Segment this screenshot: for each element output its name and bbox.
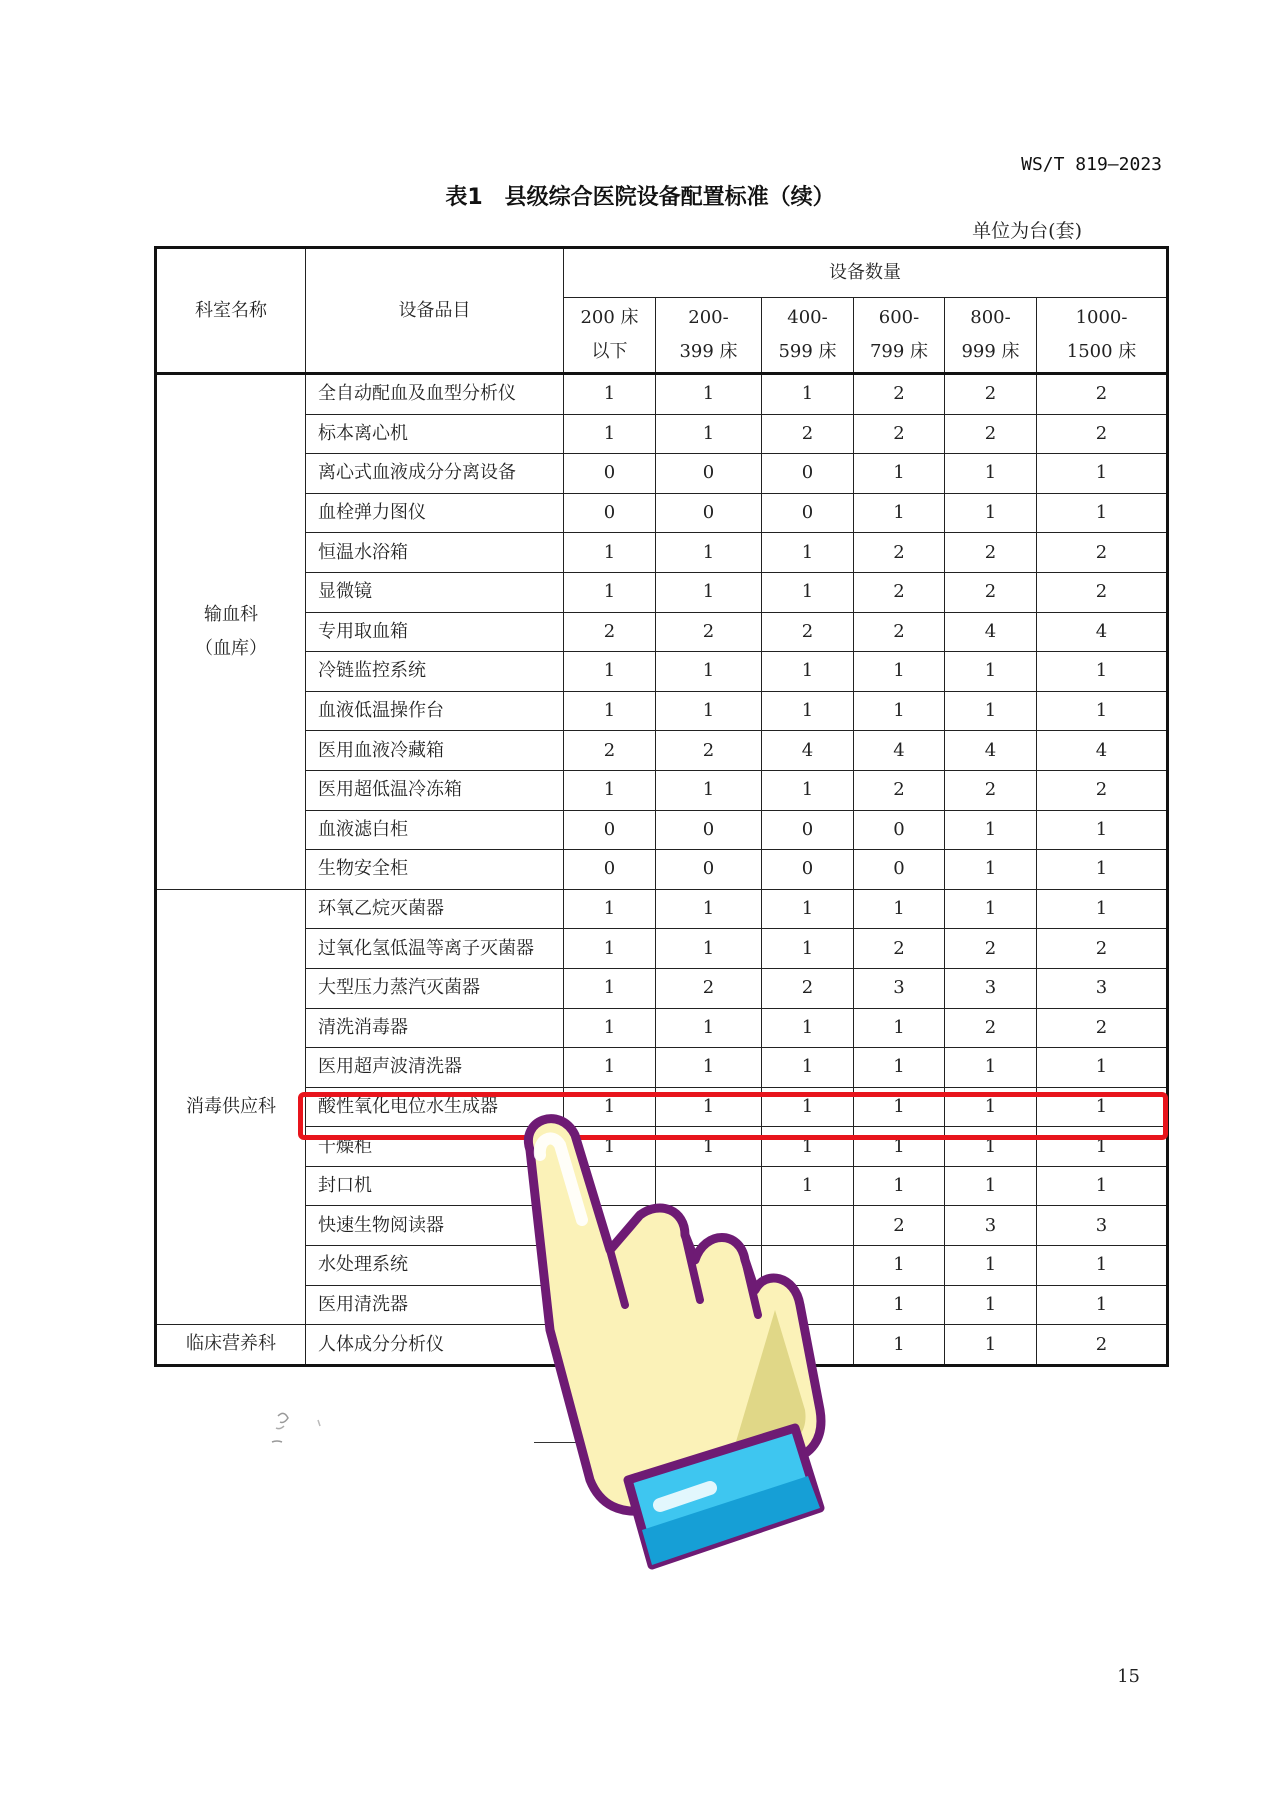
quantity-cell: 1 [945,1166,1037,1206]
item-name: 医用清洗器 [306,1285,564,1325]
quantity-cell: 1 [1037,1048,1168,1088]
quantity-cell: 0 [656,454,762,494]
quantity-cell: 2 [762,612,854,652]
quantity-cell: 2 [564,612,656,652]
quantity-cell: 0 [854,850,945,890]
item-name: 干燥柜 [306,1127,564,1167]
table-row [156,810,1168,850]
table-row [156,889,1168,929]
table-row [156,533,1168,573]
table-row [156,1008,1168,1048]
item-name: 大型压力蒸汽灭菌器 [306,968,564,1008]
quantity-cell: 0 [762,850,854,890]
header-item: 设备品目 [306,248,564,374]
table-row [156,929,1168,969]
quantity-cell: 1 [1037,652,1168,692]
quantity-cell: 2 [945,572,1037,612]
dept-cell [156,889,306,1325]
quantity-cell: 1 [1037,850,1168,890]
quantity-cell: 1 [945,810,1037,850]
header-quantity: 设备数量 [564,248,1168,298]
quantity-cell: 3 [1037,968,1168,1008]
quantity-cell: 1 [762,1087,854,1127]
quantity-cell: 1 [854,1127,945,1167]
bed-level-line1: 200 床 [580,306,639,328]
quantity-cell: 0 [854,810,945,850]
quantity-cell: 1 [1037,1166,1168,1206]
quantity-cell: 0 [656,493,762,533]
dept-subname: （血库） [195,637,267,659]
quantity-cell: 2 [945,1008,1037,1048]
header-bed-level [564,298,656,374]
bed-level-line1: 600- [878,306,920,328]
item-name: 医用血液冷藏箱 [306,731,564,771]
quantity-cell: 3 [854,968,945,1008]
quantity-cell: 2 [1037,572,1168,612]
quantity-cell: 2 [945,770,1037,810]
quantity-cell: 0 [564,850,656,890]
item-name: 全自动配血及血型分析仪 [306,374,564,415]
item-name: 封口机 [306,1166,564,1206]
item-name: 恒温水浴箱 [306,533,564,573]
quantity-cell: 1 [762,889,854,929]
quantity-cell: 1 [762,1008,854,1048]
table-row [156,770,1168,810]
quantity-cell: 1 [762,572,854,612]
quantity-cell: 1 [564,1008,656,1048]
quantity-cell: 1 [854,454,945,494]
item-name: 环氧乙烷灭菌器 [306,889,564,929]
quantity-cell: 1 [854,493,945,533]
item-name: 医用超声波清洗器 [306,1048,564,1088]
quantity-cell: 2 [945,414,1037,454]
header-bed-level [656,298,762,374]
quantity-cell: 2 [945,929,1037,969]
quantity-cell: 1 [762,1048,854,1088]
bed-level-line2: 399 床 [679,341,738,362]
quantity-cell: 1 [564,572,656,612]
quantity-cell: 0 [762,493,854,533]
quantity-cell: 4 [854,731,945,771]
table-title: 表1 县级综合医院设备配置标准（续） [445,185,835,210]
quantity-cell: 0 [656,810,762,850]
item-name: 标本离心机 [306,414,564,454]
smudge-mark [270,1402,330,1452]
quantity-cell: 2 [854,572,945,612]
quantity-cell: 1 [854,1008,945,1048]
quantity-cell: 2 [762,414,854,454]
quantity-cell: 1 [564,414,656,454]
quantity-cell: 1 [656,1127,762,1167]
quantity-cell: 1 [656,770,762,810]
quantity-cell: 2 [854,929,945,969]
bed-level-line1: 1000- [1075,306,1128,328]
quantity-cell: 1 [1037,1285,1168,1325]
quantity-cell: 2 [656,731,762,771]
item-name: 水处理系统 [306,1246,564,1286]
quantity-cell: 3 [1037,1206,1168,1246]
quantity-cell: 2 [1037,1008,1168,1048]
bed-level-line1: 200- [688,306,729,328]
quantity-cell: 1 [564,1048,656,1088]
quantity-cell: 1 [945,1127,1037,1167]
quantity-cell: 1 [854,1285,945,1325]
table-row [156,850,1168,890]
table-row [156,968,1168,1008]
item-name: 酸性氧化电位水生成器 [306,1087,564,1127]
quantity-cell: 1 [1037,493,1168,533]
pointing-hand-icon [520,1110,900,1610]
quantity-cell: 1 [656,929,762,969]
table-row [156,572,1168,612]
page-number: 15 [1117,1666,1140,1687]
table-row [156,731,1168,771]
quantity-cell: 4 [1037,612,1168,652]
dept-cell [156,374,306,890]
item-name: 离心式血液成分分离设备 [306,454,564,494]
item-name: 人体成分分析仪 [306,1325,564,1366]
item-name: 清洗消毒器 [306,1008,564,1048]
table-row [156,493,1168,533]
quantity-cell: 2 [1037,1325,1168,1366]
quantity-cell: 1 [762,1166,854,1206]
quantity-cell: 1 [945,889,1037,929]
quantity-cell: 0 [762,454,854,494]
dept-name: 输血科 [204,603,258,625]
quantity-cell: 1 [1037,1087,1168,1127]
quantity-cell: 1 [1037,454,1168,494]
quantity-cell: 1 [854,1166,945,1206]
quantity-cell: 1 [656,652,762,692]
quantity-cell: 1 [854,889,945,929]
quantity-cell: 1 [762,533,854,573]
table-row [156,612,1168,652]
bed-level-line2: 599 床 [778,341,837,362]
quantity-cell: 1 [1037,1246,1168,1286]
quantity-cell: 1 [1037,889,1168,929]
quantity-cell: 1 [656,572,762,612]
quantity-cell: 1 [854,691,945,731]
quantity-cell: 4 [945,612,1037,652]
bed-level-line1: 400- [787,306,828,328]
quantity-cell: 1 [564,770,656,810]
quantity-cell: 1 [564,929,656,969]
quantity-cell: 1 [762,691,854,731]
quantity-cell: 0 [656,850,762,890]
quantity-cell: 0 [564,810,656,850]
quantity-cell: 4 [762,731,854,771]
dept-name: 临床营养科 [186,1333,276,1355]
quantity-cell: 2 [854,414,945,454]
item-name: 显微镜 [306,572,564,612]
quantity-cell: 2 [656,612,762,652]
quantity-cell: 1 [945,850,1037,890]
quantity-cell: 1 [564,374,656,415]
header-bed-level [854,298,945,374]
quantity-cell: 1 [564,1087,656,1127]
quantity-cell: 1 [762,652,854,692]
quantity-cell: 2 [1037,374,1168,415]
table-row [156,374,1168,415]
document-code: WS/T 819—2023 [1021,154,1162,175]
quantity-cell: 2 [854,374,945,415]
quantity-cell: 2 [945,374,1037,415]
quantity-cell: 4 [1037,731,1168,771]
quantity-cell: 1 [1037,810,1168,850]
quantity-cell: 2 [656,968,762,1008]
quantity-cell: 1 [762,1127,854,1167]
item-name: 血栓弹力图仪 [306,493,564,533]
unit-note: 单位为台(套) [972,220,1082,242]
bed-level-line1: 800- [970,306,1011,328]
quantity-cell: 1 [945,1048,1037,1088]
quantity-cell: 2 [762,968,854,1008]
table-row [156,414,1168,454]
quantity-cell: 2 [564,731,656,771]
table-row [156,454,1168,494]
quantity-cell: 2 [854,1206,945,1246]
quantity-cell: 1 [564,968,656,1008]
quantity-cell: 1 [656,1048,762,1088]
header-bed-level [945,298,1037,374]
quantity-cell: 1 [656,1087,762,1127]
quantity-cell: 1 [656,1008,762,1048]
bed-level-line2: 799 床 [869,341,929,362]
quantity-cell: 2 [1037,929,1168,969]
quantity-cell: 4 [945,731,1037,771]
quantity-cell: 1 [564,889,656,929]
quantity-cell: 1 [945,1325,1037,1366]
quantity-cell: 1 [656,691,762,731]
quantity-cell: 1 [564,691,656,731]
quantity-cell: 1 [854,1325,945,1366]
bed-level-line2: 999 床 [961,341,1020,362]
quantity-cell: 1 [945,493,1037,533]
quantity-cell: 1 [945,454,1037,494]
quantity-cell: 2 [854,533,945,573]
quantity-cell: 1 [564,1127,656,1167]
quantity-cell: 1 [564,533,656,573]
item-name: 过氧化氢低温等离子灭菌器 [306,929,564,969]
table-row [156,1048,1168,1088]
quantity-cell: 1 [656,889,762,929]
quantity-cell: 1 [656,374,762,415]
quantity-cell: 1 [762,929,854,969]
quantity-cell: 2 [854,770,945,810]
quantity-cell: 2 [854,612,945,652]
header-bed-level [1037,298,1168,374]
quantity-cell: 1 [854,1087,945,1127]
dept-name: 消毒供应科 [186,1095,276,1117]
quantity-cell: 2 [1037,414,1168,454]
quantity-cell: 2 [1037,533,1168,573]
item-name: 血液低温操作台 [306,691,564,731]
item-name: 冷链监控系统 [306,652,564,692]
quantity-cell: 2 [945,533,1037,573]
quantity-cell: 1 [1037,691,1168,731]
quantity-cell: 0 [564,454,656,494]
quantity-cell: 1 [1037,1127,1168,1167]
dept-cell [156,1325,306,1366]
quantity-cell: 1 [762,770,854,810]
item-name: 医用超低温冷冻箱 [306,770,564,810]
quantity-cell: 1 [564,652,656,692]
bed-level-line2: 1500 床 [1066,341,1137,362]
quantity-cell: 2 [1037,770,1168,810]
quantity-cell: 3 [945,968,1037,1008]
quantity-cell: 1 [945,1246,1037,1286]
item-name: 生物安全柜 [306,850,564,890]
bed-level-line2: 以下 [591,341,628,362]
quantity-cell: 1 [945,691,1037,731]
table-row [156,691,1168,731]
quantity-cell: 1 [854,1048,945,1088]
quantity-cell: 1 [945,1087,1037,1127]
quantity-cell: 1 [945,1285,1037,1325]
header-bed-level [762,298,854,374]
quantity-cell: 1 [762,374,854,415]
item-name: 专用取血箱 [306,612,564,652]
quantity-cell: 1 [854,652,945,692]
quantity-cell: 1 [945,652,1037,692]
quantity-cell: 3 [945,1206,1037,1246]
quantity-cell: 0 [564,493,656,533]
quantity-cell: 1 [656,414,762,454]
quantity-cell: 0 [762,810,854,850]
item-name: 血液滤白柜 [306,810,564,850]
quantity-cell: 1 [656,533,762,573]
item-name: 快速生物阅读器 [306,1206,564,1246]
header-dept: 科室名称 [156,248,306,374]
quantity-cell: 1 [854,1246,945,1286]
table-row [156,652,1168,692]
